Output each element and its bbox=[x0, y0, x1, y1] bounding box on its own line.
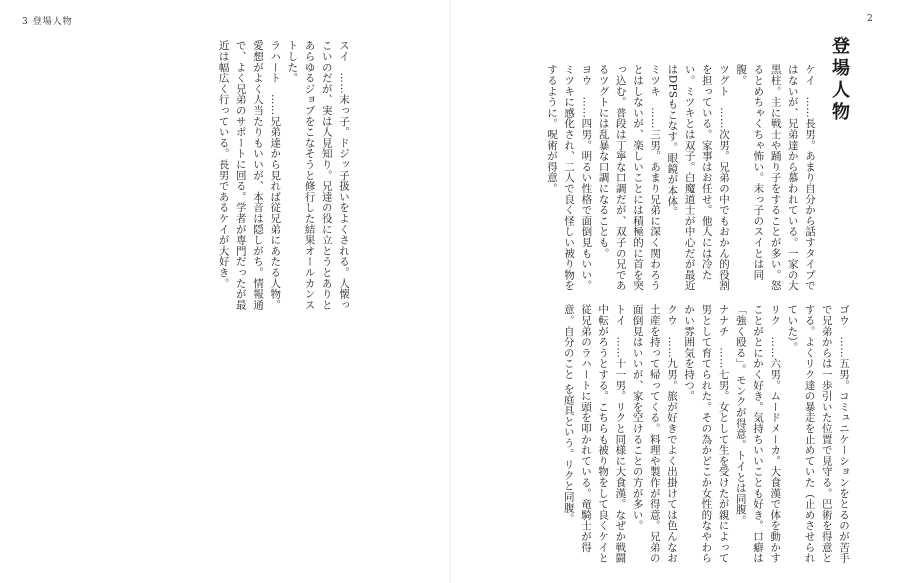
right-page-top-block bbox=[545, 64, 818, 296]
entry-rahato: ラハート ……兄弟達から見れば従兄弟にあたる人物。愛想がよく人当たりもいいが、本音は隠しがち。情報通で、よく兄弟のサポートに回る。学者が専門だったが最近は幅広く行っている。長男であるケイが大好き。 bbox=[217, 40, 282, 310]
entry-gou: ゴウ ……五男。コミュニケーションをとるのが苦手で兄弟からは一歩引いた位置で見守る。巴術を得意とする。よくリク達の暴走を止めていた（止めさせられていた）。 bbox=[786, 304, 850, 564]
entry-toi: トイ ……十一男。リクと同様に大食漢。なぜか戦闘中転がろうとする。こちらも被り物をして良くケイと従兄弟のラハートに頭を叩かれている。竜騎士が得意。自分のこと を庭具という。リクと同腹。 bbox=[562, 304, 627, 564]
entry-riku: リク ……六男。ムードメーカ。大食漢で体を動かすことがとにかく好き。気持ちいいことも好き。口癖は「強く殴る」。モンクが得意。トイとは同腹。 bbox=[734, 304, 782, 564]
right-page-folio: 2 bbox=[867, 14, 874, 24]
entry-kei: ケイ ……長男。あまり自分から話すタイプではないが、兄弟達から慕われている。一家の大黒柱。主に戦士や踊り子をすることが多い。怒るとめちゃくちゃ怖い。末っ子のスイとは同腹。 bbox=[735, 64, 816, 291]
left-page-folio: 3 登場人物 bbox=[22, 17, 73, 27]
entry-tsuguto: ツグト ……次男。兄弟の中でもおかん的役割を担っている。家事はお任せ。他人には冷たい。ミツキとは双子。白魔道士が中心だが最近はDPSもこなす。眼鏡が本体。 bbox=[666, 64, 730, 291]
right-page-bottom-block bbox=[532, 304, 852, 572]
entry-mitsuki: ミツキ ……三男。あまり兄弟に深く関わろうとはしないが、楽しいことには積極的に首を突っ込む。普段は丁寧な口調だが、双子の兄であるツグトには乱暴な口調になることも。 bbox=[597, 64, 662, 291]
entry-nanachi: ナナチ ……七男。女として生を受けたが親によって男として育てられた。その為かどこか女性的なやわらかい雰囲気を持つ。 bbox=[683, 304, 730, 564]
left-page-block bbox=[217, 40, 352, 312]
page-gutter bbox=[449, 0, 451, 583]
entry-sui: スイ ……末っ子。ドジッ子扱いをよくされる。人懐っこいのだが、実は人見知り。兄達の役に立とうとありとあらゆるジョブをこなそうと修行した結果オールカンストした。 bbox=[286, 40, 350, 310]
entry-kuu: クウ ……九男。旅が好きでよく出掛けては色んなお土産を持って帰ってくる。料理や製作が得意。兄弟の面倒見はいいが、家を空けることの方が多い。 bbox=[631, 304, 678, 564]
entry-you: ヨウ ……四男。明るい性格で面倒見もいい。ミツキに感化され、二人で良く怪しい被り物をするように。呪術が得意。 bbox=[545, 64, 593, 291]
chapter-title: 登場人物 bbox=[829, 36, 850, 124]
